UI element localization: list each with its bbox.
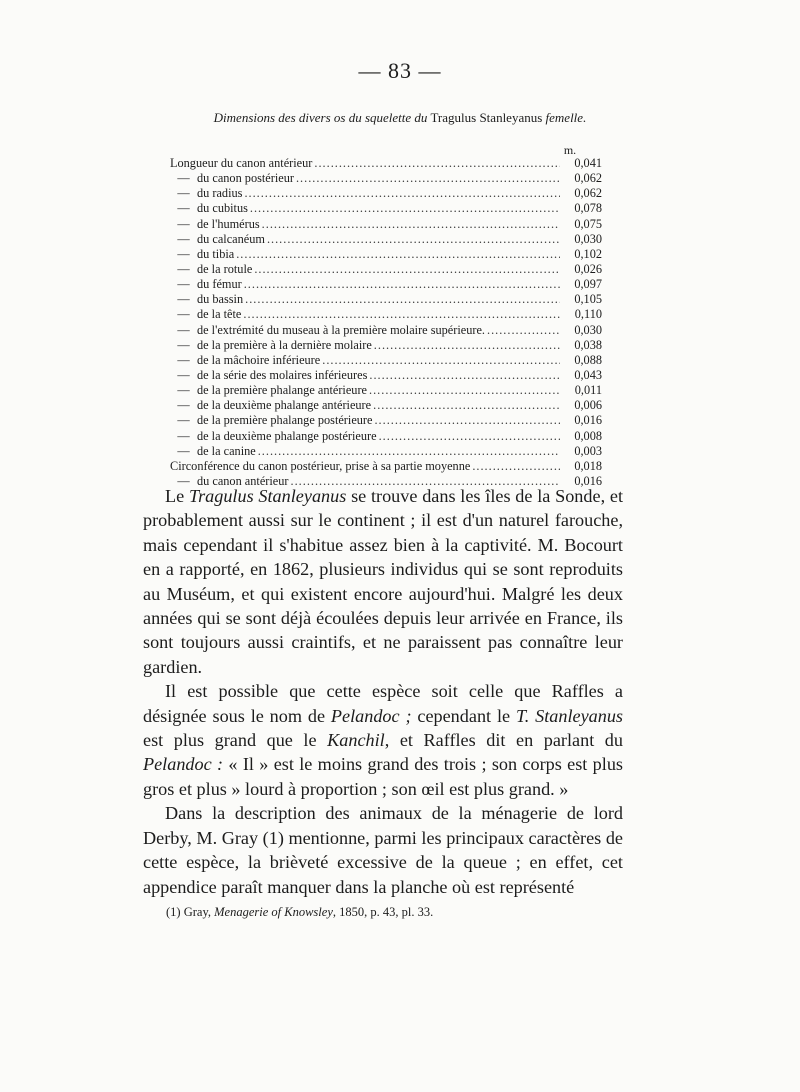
row-value: 0,030 [574,231,602,246]
ditto-dash: — [177,292,190,307]
leader-dots [244,186,560,201]
row-label: de la série des molaires inférieures [197,367,368,382]
row-value: 0,011 [574,383,602,398]
row-label: du calcanéum [197,231,265,246]
paragraph-3: Dans la description des animaux de la ménagerie de lord Derby, M. Gray (1) mentionne, parmi les principaux caractères de cette espèce, la brièveté excessive de la queue ; en effet, cet appendice paraît manquer dans la planche où est représenté [143,803,623,897]
row-label: de la tête [197,307,242,322]
leader-dots [374,413,560,428]
row-value: 0,062 [574,186,602,201]
leader-dots [250,201,560,216]
row-label: du fémur [197,277,242,292]
ditto-dash: — [177,277,190,292]
table-row [170,262,602,277]
row-value: 0,097 [574,277,602,292]
leader-dots [314,156,560,171]
row-value: 0,018 [574,458,602,473]
table-row [170,353,602,368]
table-row [170,186,602,201]
row-label: Circonférence du canon postérieur, prise à sa partie moyenne [170,458,471,473]
row-label: de l'extrémité du museau à la première molaire supérieure. [197,322,485,337]
row-label: de la première phalange antérieure [197,383,368,398]
row-value: 0,016 [574,473,602,488]
table-row [170,383,602,398]
row-label: de la mâchoire inférieure [197,352,321,367]
kanchil-term: Kanchil [327,730,385,751]
page-number: — 83 — [358,58,442,83]
row-label: du radius [197,186,243,201]
table-row [170,429,602,444]
table-row [170,398,602,413]
leader-dots [236,247,560,262]
row-label: du cubitus [197,201,248,216]
table-row [170,368,602,383]
leader-dots [267,232,560,247]
leader-dots [322,353,560,368]
ditto-dash: — [177,216,190,231]
ditto-dash: — [177,201,190,216]
ditto-dash: — [177,231,190,246]
paragraph-1: Le Tragulus Stanleyanus se trouve dans les îles de la Sonde, et probablement aussi sur le continent ; il est d'un naturel farouche, mais cependant il s'habitue assez bien à la captivité. M. Bocourt en a rapporté, en 1862, plusieurs individus qui se sont reproduits au Muséum, et qui existent encore aujourd'hui. Malgré les deux années qui se sont déjà écoulées depuis leur arrivée en France, ils sont toujours aussi craintifs, et ne paraissent pas connaître leur gardien. [143,486,623,677]
row-value: 0,075 [574,216,602,231]
body-text [143,484,623,899]
leader-dots [472,459,560,474]
table-row [170,323,602,338]
species-name: Tragulus Stanleyanus [188,486,347,506]
ditto-dash: — [177,261,190,276]
caption-sex: femelle. [545,110,587,125]
table-row [170,292,602,307]
ditto-dash: — [177,307,190,322]
table-row [170,156,602,171]
ditto-dash: — [177,352,190,367]
leader-dots [245,292,560,307]
ditto-dash: — [177,383,190,398]
leader-dots [296,171,560,186]
row-value: 0,030 [574,322,602,337]
leader-dots [262,217,560,232]
leader-dots [379,429,560,444]
table-row [170,247,602,262]
row-label: de la canine [197,443,256,458]
table-row [170,277,602,292]
table-row [170,307,602,322]
row-value: 0,003 [574,443,602,458]
ditto-dash: — [177,186,190,201]
row-value: 0,102 [574,246,602,261]
row-value: 0,110 [574,307,602,322]
table-row [170,201,602,216]
row-value: 0,078 [574,201,602,216]
table-caption [0,110,800,126]
row-label: de la première phalange postérieure [197,413,373,428]
pelandoc-term: Pelandoc ; [330,705,412,726]
leader-dots [369,368,560,383]
row-value: 0,006 [574,398,602,413]
row-value: 0,041 [574,156,602,170]
row-value: 0,008 [574,428,602,443]
table-row [170,232,602,247]
paragraph-2: Il est possible que cette espèce soit celle que Raffles a désignée sous le nom de Pelandoc ; cependant le T. Stanleyanus est plus grand que le Kanchil, et Raffles dit en parlant du Pelandoc : « Il » est le moins grand des trois ; son corps est plus gros et plus » lourd à proportion ; son œil est plus grand. » [143,681,623,799]
row-label: de la rotule [197,261,253,276]
ditto-dash: — [177,337,190,352]
ditto-dash: — [177,428,190,443]
leader-dots [254,262,560,277]
ditto-dash: — [177,171,190,186]
leader-dots [373,398,560,413]
row-label: de la deuxième phalange antérieure [197,398,372,413]
row-value: 0,088 [574,352,602,367]
caption-species: Tragulus Stanleyanus [430,110,543,125]
table-row [170,413,602,428]
ditto-dash: — [177,367,190,382]
row-value: 0,043 [574,367,602,382]
ditto-dash: — [177,246,190,261]
table-row [170,459,602,474]
row-label: du tibia [197,246,235,261]
table-row [170,444,602,459]
row-label: Longueur du canon antérieur [170,156,313,170]
measurements-table [170,156,602,489]
row-label: de l'humérus [197,216,260,231]
table-row [170,171,602,186]
leader-dots [487,323,560,338]
species-abbrev: T. Stanleyanus [515,705,623,726]
row-value: 0,026 [574,261,602,276]
table-row [170,338,602,353]
row-value: 0,016 [574,413,602,428]
row-label: de la première à la dernière molaire [197,337,372,352]
leader-dots [258,444,560,459]
row-label: de la deuxième phalange postérieure [197,428,377,443]
ditto-dash: — [177,473,190,488]
row-value: 0,105 [574,292,602,307]
caption-text: Dimensions des divers os du squelette du [213,110,428,125]
footnote-title: Menagerie of Knowsley [214,905,333,919]
pelandoc-term-2: Pelandoc : [143,754,224,775]
unit-label: m. [563,143,577,157]
row-value: 0,062 [574,171,602,186]
leader-dots [244,277,560,292]
leader-dots [374,338,560,353]
table-row [170,217,602,232]
ditto-dash: — [177,398,190,413]
ditto-dash: — [177,443,190,458]
ditto-dash: — [177,413,190,428]
row-label: du bassin [197,292,244,307]
row-value: 0,038 [574,337,602,352]
row-label: du canon postérieur [197,171,294,186]
footnote: (1) Gray, Menagerie of Knowsley, 1850, p. 43, pl. 33. [166,905,434,919]
leader-dots [369,383,560,398]
ditto-dash: — [177,322,190,337]
leader-dots [243,307,560,322]
row-label: du canon antérieur [197,473,289,488]
